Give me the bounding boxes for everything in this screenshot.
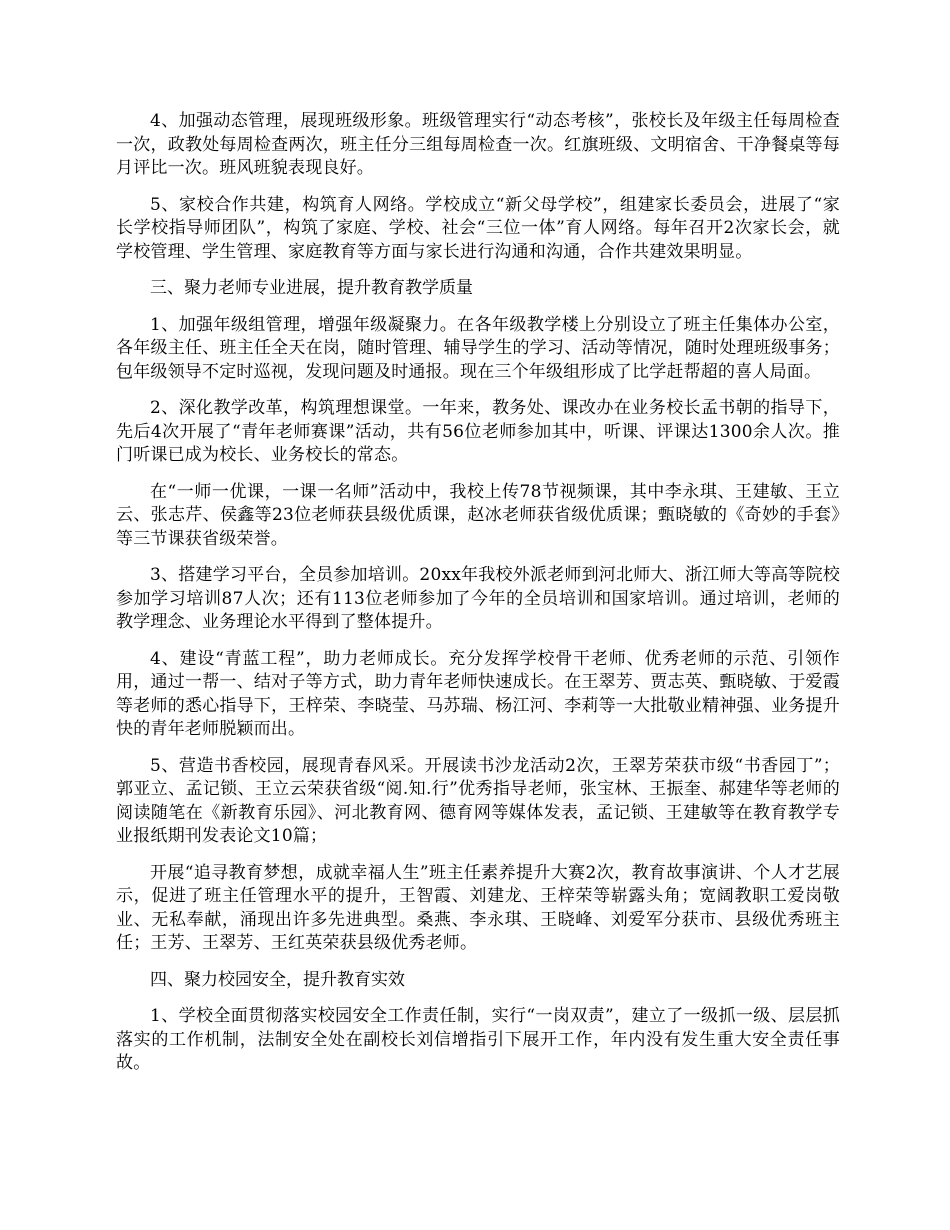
paragraph-class-management: 4、加强动态管理，展现班级形象。班级管理实行“动态考核”，张校长及年级主任每周检查一次，政教处每周检查两次，班主任分三组每周检查一次。红旗班级、文明宿舍、干净餐桌等每月评比一次。班风班貌表现良好。	[116, 111, 840, 178]
paragraph-home-school-cooperation: 5、家校合作共建，构筑育人网络。学校成立“新父母学校”，组建家长委员会，进展了“家长学校指导师团队”，构筑了家庭、学校、社会“三位一体”育人网络。每年召开2次家长会，就学校管理、学生管理、家庭教育等方面与家长进行沟通和沟通，合作共建效果明显。	[116, 194, 840, 262]
paragraph-quality-lessons: 在“一师一优课，一课一名师”活动中，我校上传78节视频课，其中李永琪、王建敏、王立云、张志芹、侯鑫等23位老师获县级优质课，赵冰老师获省级优质课；甄晓敏的《奇妙的手套》等三节课获省级荣誉。	[116, 481, 840, 549]
paragraph-reading-campus: 5、营造书香校园，展现青春风采。开展读书沙龙活动2次，王翠芳荣获市级“书香园丁”；郭亚立、孟记锁、王立云荣获省级“阅.知.行”优秀指导老师，张宝林、王振奎、郝建华等老师的阅读随笔在《新教育乐园》、河北教育网、德育网等媒体发表，孟记锁、王建敏等在教育教学专业报纸期刊发表论文10篇；	[116, 755, 840, 846]
paragraph-training: 3、搭建学习平台，全员参加培训。20xx年我校外派老师到河北师大、浙江师大等高等院校参加学习培训87人次；还有113位老师参加了今年的全员培训和国家培训。通过培训，老师的教学理念、业务理论水平得到了整体提升。	[116, 565, 840, 632]
paragraph-grade-management: 1、加强年级组管理，增强年级凝聚力。在各年级教学楼上分别设立了班主任集体办公室，各年级主任、班主任全天在岗，随时管理、辅导学生的学习、活动等情况，随时处理班级事务；包年级领导不定时巡视，发现问题及时通报。现在三个年级组形成了比学赶帮超的喜人局面。	[116, 314, 840, 382]
section-heading-teacher-development: 三、聚力老师专业进展，提升教育教学质量	[150, 278, 473, 298]
paragraph-head-teacher-contest: 开展“追寻教育梦想，成就幸福人生”班主任素养提升大赛2次，教育故事演讲、个人才艺展示，促进了班主任管理水平的提升，王智霞、刘建龙、王梓荣等崭露头角；宽阔教职工爱岗敬业、无私奉献，涌现出许多先进典型。桑燕、李永琪、王晓峰、刘爱军分获市、县级优秀班主任；王芳、王翠芳、王红英荣获县级优秀老师。	[116, 862, 840, 953]
paragraph-safety-responsibility: 1、学校全面贯彻落实校园安全工作责任制，实行“一岗双责”，建立了一级抓一级、层层抓落实的工作机制，法制安全处在副校长刘信增指引下展开工作，年内没有发生重大安全责任事故。	[116, 1006, 840, 1073]
paragraph-mentoring: 4、建设“青蓝工程”，助力老师成长。充分发挥学校骨干老师、优秀老师的示范、引领作用，通过一帮一、结对子等方式，助力青年老师快速成长。在王翠芳、贾志英、甄晓敏、于爱霞等老师的悉心指导下，王梓荣、李晓莹、马苏瑞、杨江河、李莉等一大批敬业精神强、业务提升快的青年老师脱颖而出。	[116, 648, 840, 739]
section-heading-campus-safety: 四、聚力校园安全，提升教育实效	[150, 969, 405, 990]
paragraph-teaching-reform: 2、深化教学改革，构筑理想课堂。一年来，教务处、课改办在业务校长孟书朝的指导下，先后4次开展了“青年老师赛课”活动，共有56位老师参加其中，听课、评课达1300余人次。推门听课已成为校长、业务校长的常态。	[116, 398, 840, 465]
